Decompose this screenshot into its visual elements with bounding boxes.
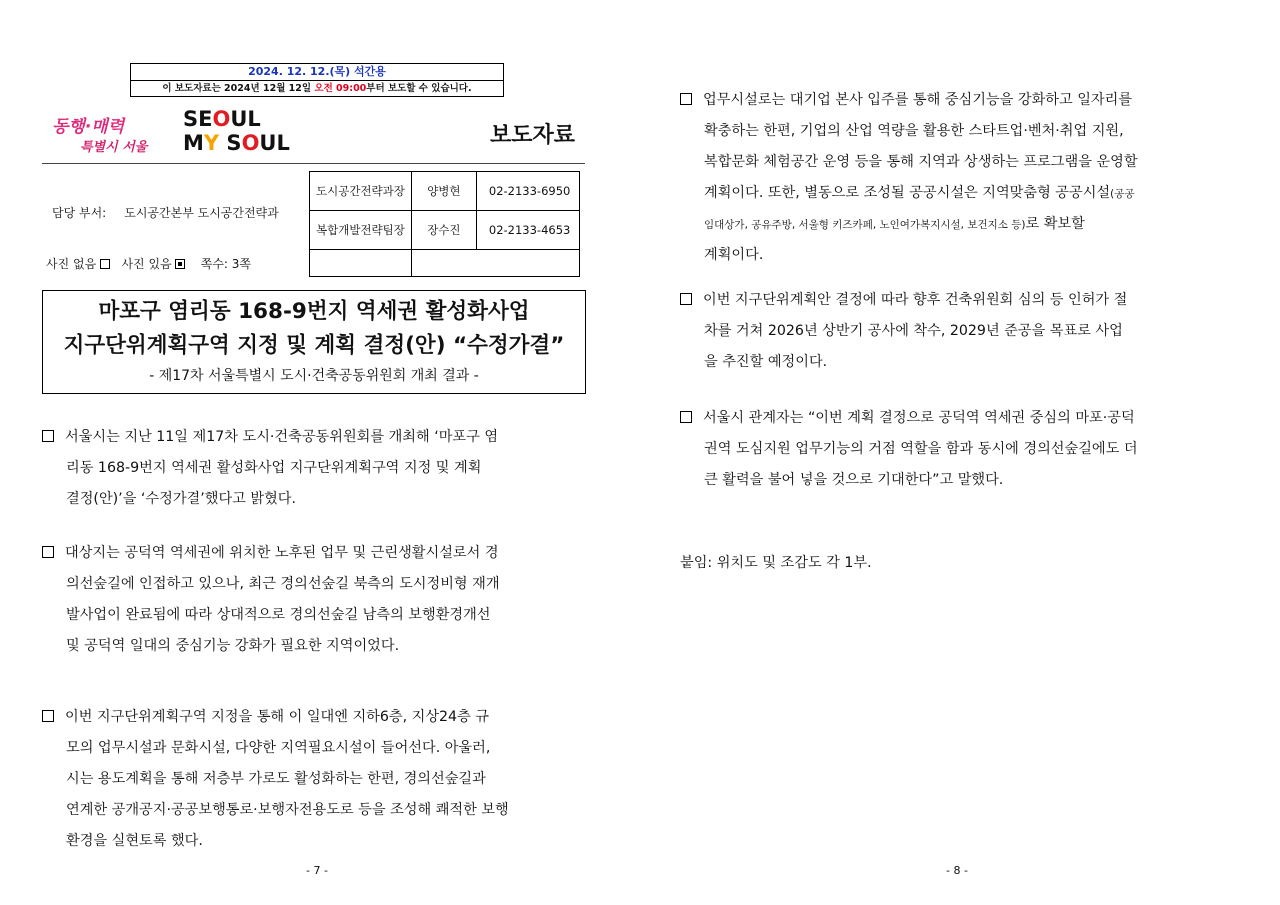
embargo-time: 오전 09:00: [314, 83, 367, 94]
headline-subtitle: - 제17차 서울특별시 도시·건축공동위원회 개최 결과 -: [149, 368, 479, 384]
square-bullet-icon: [680, 293, 692, 305]
attachment-note: 붙임: 위치도 및 조감도 각 1부.: [680, 555, 872, 571]
paragraph-5: 이번 지구단위계획안 결정에 따라 향후 건축위원회 심의 등 인허가 절 차를 거쳐 2026년 상반기 공사에 착수, 2029년 준공을 목표로 사업 을 추진할 예정이다.: [680, 285, 1127, 378]
photo-info: 사진 없음 사진 있음 쪽수: 3쪽: [46, 257, 252, 271]
table-row: 복합개발전략팀장 장수진 02-2133-4653: [310, 211, 580, 250]
paragraph-3: 이번 지구단위계획구역 지정을 통해 이 일대엔 지하6층, 지상24층 규 모의 업무시설과 문화시설, 다양한 지역필요시설이 들어선다. 아울러, 시는 용도계획을 통해 저층부 가로도 활성화하는 한편, 경의선숲길과 연계한 공개공지·공공보행통로·보행자전용도로 등을 조성해 쾌적한 보행 환경을 실현토록 했다.: [42, 702, 509, 857]
square-bullet-icon: [680, 93, 692, 105]
paragraph-2: 대상지는 공덕역 역세권에 위치한 노후된 업무 및 근린생활시설로서 경 의선숲길에 인접하고 있으나, 최근 경의선숲길 북측의 도시정비형 재개 발사업이 완료됨에 따라 상대적으로 경의선숲길 남측의 보행환경개선 및 공덕역 일대의 중심기능 강화가 필요한 지역이었다.: [42, 538, 500, 662]
paragraph-6: 서울시 관계자는 “이번 계획 결정으로 공덕역 역세권 중심의 마포·공덕 권역 도심지원 업무기능의 거점 역할을 함과 동시에 경의선숲길에도 더 큰 활력을 불어 넣을 것으로 기대한다”고 말했다.: [680, 403, 1138, 496]
department-line: 담당 부서: 도시공간본부 도시공간전략과: [52, 206, 279, 220]
page-number-right: - 8 -: [946, 864, 968, 877]
table-row: [310, 250, 580, 277]
headline-line-2: 지구단위계획구역 지정 및 계획 결정(안) “수정가결”: [63, 333, 565, 358]
square-bullet-icon: [42, 710, 54, 722]
headline-box: [42, 290, 586, 394]
embargo-date: 2024. 12. 12.(목) 석간용: [131, 64, 503, 81]
square-bullet-icon: [42, 430, 54, 442]
embargo-notice: 이 보도자료는 2024년 12월 12일 오전 09:00부터 보도할 수 있습니다.: [162, 83, 472, 94]
table-row: 도시공간전략과장 양병현 02-2133-6950: [310, 172, 580, 211]
embargo-box: [130, 63, 504, 97]
page-number-left: - 7 -: [306, 864, 328, 877]
department-name: 도시공간본부 도시공간전략과: [124, 206, 279, 220]
press-release-title: 보도자료: [490, 123, 576, 148]
headline-line-1: 마포구 염리동 168-9번지 역세권 활성화사업: [98, 299, 530, 324]
contact-table: [309, 171, 580, 277]
photo-yes-checked-icon: [175, 259, 185, 269]
paragraph-4: 업무시설로는 대기업 본사 입주를 통해 중심기능을 강화하고 일자리를 확충하는 한편, 기업의 산업 역량을 활용한 스타트업·벤처·취업 지원, 복합문화 체험공간 운영 등을 통해 지역과 상생하는 프로그램을 운영할 계획이다. 또한, 별동으로 조성될 공공시설은 지역맞춤형 공공시설(공공 임대상가, 공유주방, 서울형 키즈카페, 노인여가복지시설, 보건지소 등)로 확보할 계획이다.: [680, 85, 1138, 271]
square-bullet-icon: [680, 411, 692, 423]
photo-none-checkbox-icon: [100, 259, 110, 269]
square-bullet-icon: [42, 546, 54, 558]
seoul-my-soul-logo: SEOUL MY SOUL: [183, 107, 290, 155]
page-8: [640, 0, 1280, 905]
dongheng-slogan-logo: 동행·매력 특별시 서울: [52, 117, 148, 155]
header-divider: [42, 163, 585, 164]
paragraph-1: 서울시는 지난 11일 제17차 도시·건축공동위원회를 개최해 ‘마포구 염 리동 168-9번지 역세권 활성화사업 지구단위계획구역 지정 및 계획 결정(안)’을 ‘수정가결’했다고 밝혔다.: [42, 422, 498, 515]
